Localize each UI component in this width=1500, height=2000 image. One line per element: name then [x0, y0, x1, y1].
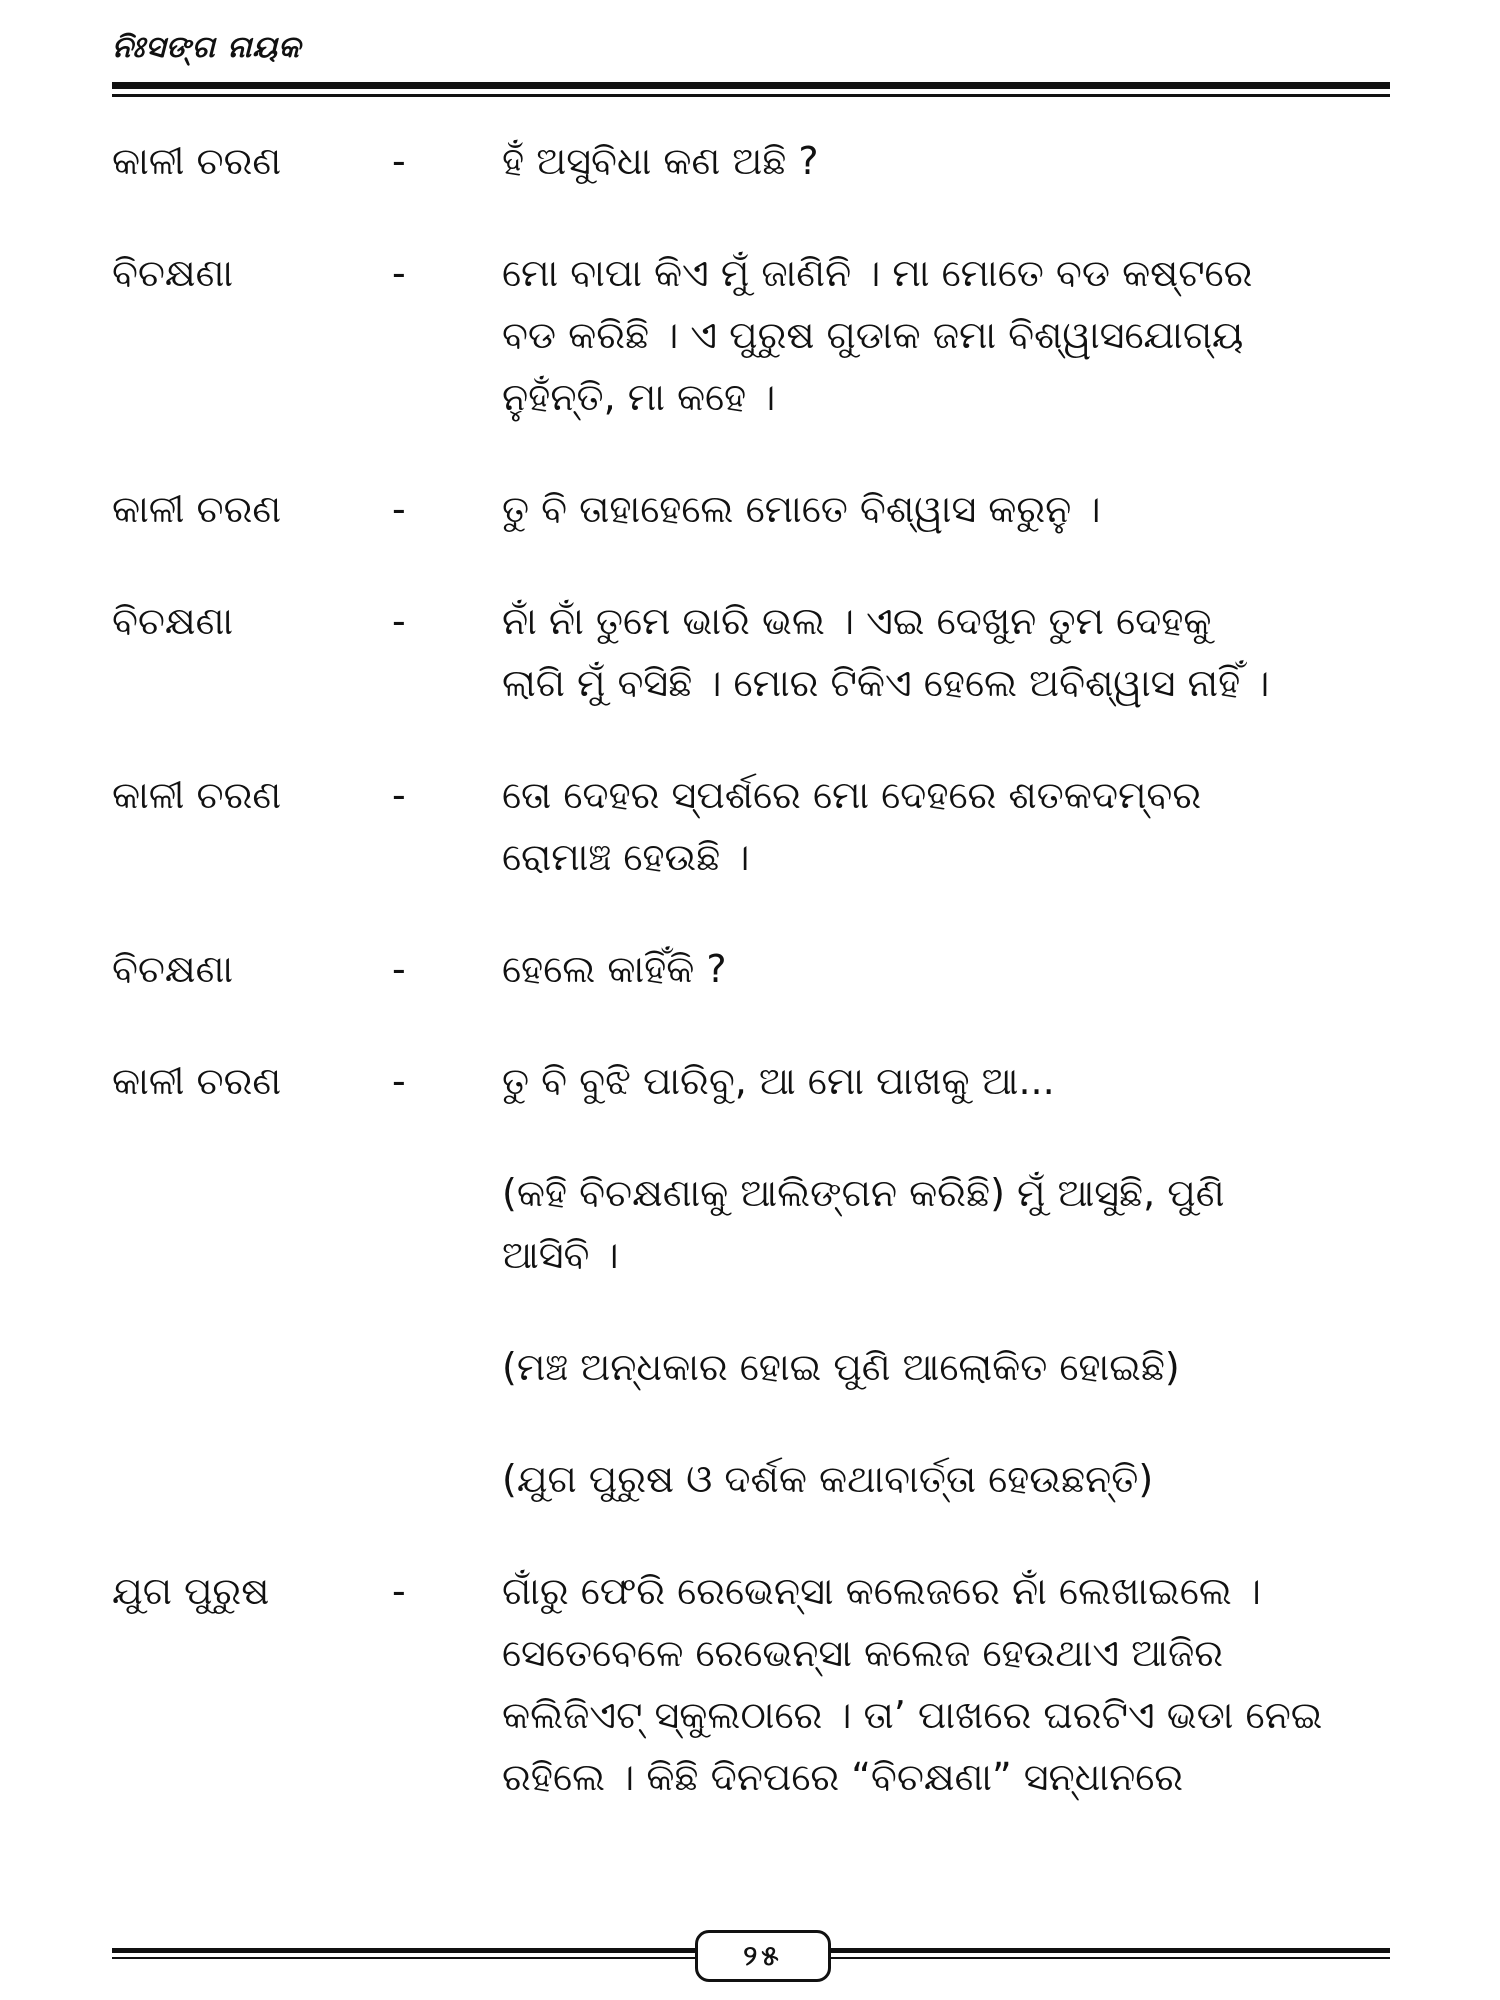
header-rule-thick: [112, 82, 1390, 89]
speaker-name: ବିଚକ୍ଷଣା: [112, 251, 234, 295]
dialogue-line: ତୁ ବି ବୁଝି ପାରିବୁ, ଆ ମୋ ପାଖକୁ ଆ...: [502, 1059, 1055, 1103]
speaker-name: କାଳୀ ଚରଣ: [112, 773, 282, 817]
speaker-dash: -: [392, 487, 406, 531]
dialogue-text: [502, 1162, 1390, 1286]
dialogue-line: ବଡ କରିଛି । ଏ ପୁରୁଷ ଗୁଡାକ ଜମା ବିଶ୍ୱାସଯୋଗ୍ୟ: [502, 313, 1244, 357]
dialogue-line: (ମଞ୍ଚ ଅନ୍ଧକାର ହୋଇ ପୁଣି ଆଲୋକିତ ହୋଇଛି): [502, 1345, 1180, 1389]
dialogue-line: ନାଁ ନାଁ ତୁମେ ଭାରି ଭଲ । ଏଇ ଦେଖୁନ ତୁମ ଦେହକୁ: [502, 599, 1212, 643]
speaker-dash: -: [392, 773, 406, 817]
speaker-dash: -: [392, 1059, 406, 1103]
stage-direction: [112, 1162, 1390, 1286]
speaker-dash: -: [392, 947, 406, 991]
dialogue-line: କଲିଜିଏଟ୍ ସ୍କୁଲଠାରେ । ତା’ ପାଖରେ ଘରଟିଏ ଭଡା ନେଇ: [502, 1693, 1323, 1737]
speaker-dash: -: [392, 1569, 406, 1613]
dialogue-line: ନୁହଁନ୍ତି, ମା କହେ ।: [502, 375, 776, 419]
dialogue-text: [502, 938, 1390, 1000]
dialogue-text: [502, 1050, 1390, 1112]
page-number: ୨୫: [695, 1930, 831, 1982]
dialogue-entry: [112, 938, 1390, 1000]
dialogue-text: [502, 1448, 1390, 1510]
dialogue-line: ଗାଁରୁ ଫେରି ରେଭେନ୍ସା କଲେଜରେ ନାଁ ଲେଖାଇଲେ ।: [502, 1569, 1261, 1613]
speaker-name: କାଳୀ ଚରଣ: [112, 487, 282, 531]
dialogue-text: [502, 590, 1390, 714]
dialogue-text: [502, 1336, 1390, 1398]
dialogue-entry: [112, 590, 1390, 714]
speaker-dash: -: [392, 251, 406, 295]
speaker-dash: -: [392, 599, 406, 643]
dialogue-line: ତୁ ବି ତାହାହେଲେ ମୋତେ ବିଶ୍ୱାସ କରୁନୁ ।: [502, 487, 1101, 531]
dialogue-line: ସେତେବେଳେ ରେଭେନ୍ସା କଲେଜ ହେଉଥାଏ ଆଜିର: [502, 1631, 1224, 1675]
dialogue-entry: [112, 242, 1390, 428]
dialogue-entry: [112, 1560, 1390, 1808]
dialogue-line: (ଯୁଗ ପୁରୁଷ ଓ ଦର୍ଶକ କଥାବାର୍ତ୍ତା ହେଉଛନ୍ତି): [502, 1457, 1154, 1501]
dialogue-entry: [112, 130, 1390, 192]
speaker-name: ବିଚକ୍ଷଣା: [112, 599, 234, 643]
dialogue-line: (କହି ବିଚକ୍ଷଣାକୁ ଆଲିଙ୍ଗନ କରିଛି) ମୁଁ ଆସୁଛି, ପୁଣି: [502, 1171, 1225, 1215]
dialogue-line: ଆସିବି ।: [502, 1233, 619, 1277]
dialogue-entry: [112, 478, 1390, 540]
stage-direction: [112, 1336, 1390, 1398]
dialogue-line: ହଁ ଅସୁବିଧା କଣ ଅଛି ?: [502, 139, 819, 183]
dialogue-entry: [112, 1050, 1390, 1112]
dialogue-text: [502, 478, 1390, 540]
speaker-name: ଯୁଗ ପୁରୁଷ: [112, 1569, 270, 1613]
footer-rule-right: [826, 1948, 1390, 1953]
speaker-name: କାଳୀ ଚରଣ: [112, 1059, 282, 1103]
dialogue-line: ଲାଗି ମୁଁ ବସିଛି । ମୋର ଟିକିଏ ହେଲେ ଅବିଶ୍ୱାସ ନାହିଁ ।: [502, 661, 1270, 705]
dialogue-entry: [112, 764, 1390, 888]
footer-rule-left-thin: [112, 1957, 697, 1959]
dialogue-line: ମୋ ବାପା କିଏ ମୁଁ ଜାଣିନି । ମା ମୋତେ ବଡ କଷ୍ଟରେ: [502, 251, 1253, 295]
header-rule-thin: [112, 94, 1390, 97]
footer-rule-left: [112, 1948, 697, 1953]
dialogue-text: [502, 764, 1390, 888]
dialogue-line: ତୋ ଦେହର ସ୍ପର୍ଶରେ ମୋ ଦେହରେ ଶତକଦମ୍ବର: [502, 773, 1202, 817]
dialogue-line: ରୋମାଞ୍ଚ ହେଉଛି ।: [502, 835, 750, 879]
dialogue-text: [502, 130, 1390, 192]
dialogue-line: ରହିଲେ । କିଛି ଦିନପରେ “ବିଚକ୍ଷଣା” ସନ୍ଧାନରେ: [502, 1755, 1184, 1799]
dialogue-text: [502, 242, 1390, 428]
dialogue-body: [112, 130, 1390, 1808]
dialogue-line: ହେଲେ କାହିଁକି ?: [502, 947, 727, 991]
speaker-dash: -: [392, 139, 406, 183]
speaker-name: ବିଚକ୍ଷଣା: [112, 947, 234, 991]
stage-direction: [112, 1448, 1390, 1510]
dialogue-text: [502, 1560, 1390, 1808]
speaker-name: କାଳୀ ଚରଣ: [112, 139, 282, 183]
footer-rule-right-thin: [826, 1957, 1390, 1959]
running-header-title: ନିଃସଙ୍ଗ ନାୟକ: [112, 30, 302, 65]
